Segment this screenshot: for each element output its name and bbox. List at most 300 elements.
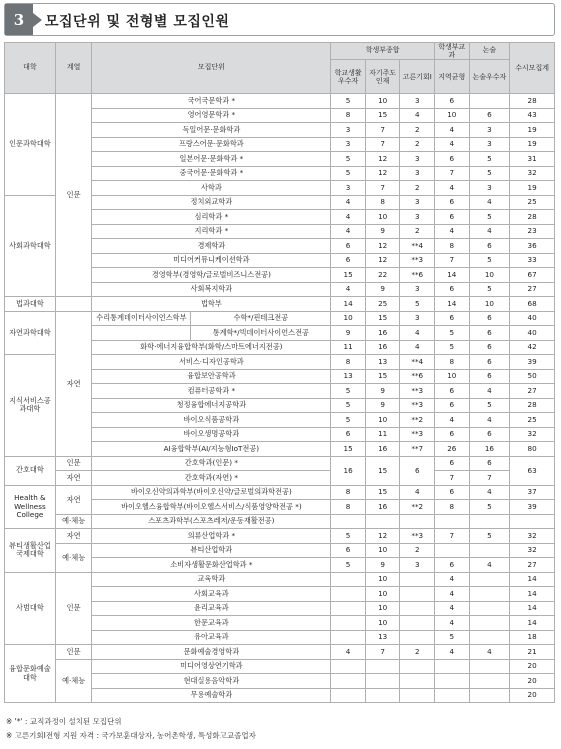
value-cell: [400, 514, 435, 529]
unit-cell: 청정융합에너지공학과: [92, 398, 331, 413]
value-cell: 4: [331, 282, 366, 297]
value-cell: [331, 587, 366, 602]
value-cell: [400, 630, 435, 645]
value-cell: 12: [365, 253, 400, 268]
value-cell: **4: [400, 355, 435, 370]
value-cell: 6: [469, 456, 510, 471]
value-cell: [435, 688, 470, 703]
value-cell: 6: [469, 427, 510, 442]
value-cell: 16: [365, 340, 400, 355]
value-cell: 5: [331, 398, 366, 413]
total-cell: 25: [510, 195, 555, 210]
value-cell: [365, 659, 400, 674]
value-cell: 10: [469, 268, 510, 283]
college-cell: 법과대학: [5, 297, 56, 312]
value-cell: 6: [331, 543, 366, 558]
unit-cell: 지리학과 *: [92, 224, 331, 239]
value-cell: 25: [365, 297, 400, 312]
value-cell: 4: [400, 108, 435, 123]
college-cell: 지식서비스공과대학: [5, 355, 56, 457]
value-cell: 6: [435, 384, 470, 399]
total-cell: 32: [510, 529, 555, 544]
unit-cell: 유아교육과: [92, 630, 331, 645]
total-cell: 14: [510, 601, 555, 616]
value-cell: 9: [365, 384, 400, 399]
value-cell: 8: [435, 500, 470, 515]
value-cell: 16: [469, 442, 510, 457]
track-cell: 예·체능: [55, 514, 92, 529]
unit-cell: 미디어영상연기학과: [92, 659, 331, 674]
value-cell: 6: [469, 108, 510, 123]
value-cell: 8: [365, 195, 400, 210]
value-cell: [400, 587, 435, 602]
value-cell: 9: [365, 224, 400, 239]
table-row: [5, 514, 555, 529]
value-cell: 6: [331, 427, 366, 442]
value-cell: 2: [400, 645, 435, 660]
col-header-track: 계열: [55, 43, 92, 94]
value-cell: 5: [469, 529, 510, 544]
track-cell: 예·체능: [55, 659, 92, 703]
table-row: [5, 659, 555, 674]
total-cell: 25: [510, 413, 555, 428]
col-header-total: 수시모집계: [510, 43, 555, 94]
value-cell: 4: [469, 485, 510, 500]
value-cell: 3: [400, 311, 435, 326]
unit-cell: 한문교육과: [92, 616, 331, 631]
value-cell: 14: [435, 268, 470, 283]
subunit-label: 수리통계데이터사이언스학부: [92, 312, 191, 326]
value-cell: 6: [435, 485, 470, 500]
value-cell: 10: [365, 572, 400, 587]
unit-cell: 화학·에너지융합학부(화학/스마트에너지전공): [92, 340, 331, 355]
unit-cell: 정치외교학과: [92, 195, 331, 210]
unit-cell: 법학부: [92, 297, 331, 312]
value-cell: 3: [469, 123, 510, 138]
col-header-regional-balance: 지역균형: [435, 60, 470, 94]
total-cell: 19: [510, 181, 555, 196]
total-cell: 20: [510, 659, 555, 674]
value-cell: 5: [331, 152, 366, 167]
value-cell: **6: [400, 369, 435, 384]
total-cell: 36: [510, 239, 555, 254]
value-cell: 4: [400, 340, 435, 355]
unit-cell: 중국어문·문화학과 *: [92, 166, 331, 181]
col-header-group-essay: 논술: [469, 43, 510, 60]
value-cell: 3: [400, 282, 435, 297]
value-cell: [365, 674, 400, 689]
total-cell: 23: [510, 224, 555, 239]
unit-label: 통계학*/빅데이터사이언스전공: [212, 327, 309, 337]
unit-cell: 소비자생활문화산업학과 *: [92, 558, 331, 573]
unit-label: 수학*/핀테크전공: [233, 313, 289, 323]
track-cell: 인문: [55, 94, 92, 297]
value-cell: 8: [435, 355, 470, 370]
value-cell: [331, 601, 366, 616]
college-cell: 융합문화예술대학: [5, 645, 56, 703]
unit-cell: 바이오식품공학과: [92, 413, 331, 428]
value-cell: **7: [400, 442, 435, 457]
unit-cell: 경영학부(경영학/글로벌비즈니스전공): [92, 268, 331, 283]
value-cell: [469, 674, 510, 689]
value-cell: **3: [400, 398, 435, 413]
value-cell: **3: [400, 253, 435, 268]
value-cell: **2: [400, 500, 435, 515]
value-cell: **3: [400, 427, 435, 442]
value-cell: 5: [469, 398, 510, 413]
college-cell: 사회과학대학: [5, 195, 56, 297]
value-cell: 3: [331, 137, 366, 152]
col-header-school-excellence: 학교생활우수자: [331, 60, 366, 94]
value-cell: [469, 688, 510, 703]
table-row: [5, 456, 555, 471]
value-cell: 9: [365, 558, 400, 573]
value-cell: 15: [365, 485, 400, 500]
value-cell: 7: [435, 253, 470, 268]
value-cell: 2: [400, 137, 435, 152]
college-cell: 뷰티생활산업국제대학: [5, 529, 56, 573]
value-cell: [331, 572, 366, 587]
total-cell: 19: [510, 137, 555, 152]
value-cell: 5: [435, 340, 470, 355]
value-cell: 4: [435, 137, 470, 152]
unit-cell: 영어영문학과 *: [92, 108, 331, 123]
value-cell: 6: [469, 311, 510, 326]
value-cell: 14: [435, 297, 470, 312]
value-cell: 3: [331, 123, 366, 138]
value-cell: 7: [365, 181, 400, 196]
value-cell: [469, 94, 510, 109]
total-cell: 14: [510, 572, 555, 587]
value-cell: 5: [469, 152, 510, 167]
value-cell: [365, 688, 400, 703]
value-cell: [435, 659, 470, 674]
value-cell: 7: [435, 529, 470, 544]
value-cell: 4: [435, 224, 470, 239]
value-cell: 14: [331, 297, 366, 312]
value-cell: 6: [469, 340, 510, 355]
value-cell: 4: [331, 645, 366, 660]
value-cell: [400, 688, 435, 703]
value-cell: 5: [469, 166, 510, 181]
total-cell: 68: [510, 297, 555, 312]
value-cell: 10: [365, 587, 400, 602]
table-row: [5, 297, 555, 312]
value-cell: 5: [400, 297, 435, 312]
value-cell: **2: [400, 413, 435, 428]
college-cell: 사범대학: [5, 572, 56, 645]
value-cell: 6: [469, 239, 510, 254]
total-cell: 18: [510, 630, 555, 645]
unit-cell: 독일어문·문화학과: [92, 123, 331, 138]
value-cell: 3: [400, 166, 435, 181]
value-cell: 13: [331, 369, 366, 384]
unit-cell: 사회복지학과: [92, 282, 331, 297]
unit-cell: 국어국문학과 *: [92, 94, 331, 109]
value-cell: 10: [365, 210, 400, 225]
value-cell: 4: [435, 123, 470, 138]
track-cell: 인문: [55, 645, 92, 660]
college-cell: Health & Wellness College: [5, 485, 56, 529]
total-cell: 37: [510, 485, 555, 500]
value-cell: 7: [365, 645, 400, 660]
table-row: [5, 94, 555, 109]
value-cell: 4: [331, 195, 366, 210]
value-cell: 7: [435, 166, 470, 181]
value-cell: [469, 601, 510, 616]
value-cell: 15: [365, 311, 400, 326]
value-cell: 6: [331, 239, 366, 254]
total-cell: 67: [510, 268, 555, 283]
value-cell: [469, 630, 510, 645]
total-cell: [510, 514, 555, 529]
value-cell: 15: [365, 456, 400, 485]
value-cell: 15: [365, 369, 400, 384]
value-cell: 6: [435, 195, 470, 210]
value-cell: 5: [331, 384, 366, 399]
value-cell: 3: [400, 210, 435, 225]
unit-cell: 문화예술경영학과: [92, 645, 331, 660]
value-cell: 5: [331, 413, 366, 428]
value-cell: [469, 587, 510, 602]
value-cell: [400, 601, 435, 616]
track-cell: 자연: [55, 485, 92, 514]
value-cell: 13: [365, 630, 400, 645]
total-cell: 39: [510, 355, 555, 370]
value-cell: [331, 659, 366, 674]
unit-cell: 융합보안공학과: [92, 369, 331, 384]
unit-cell: 현대실용음악학과: [92, 674, 331, 689]
value-cell: 10: [365, 413, 400, 428]
unit-cell: 미디어커뮤니케이션학과: [92, 253, 331, 268]
value-cell: [435, 514, 470, 529]
value-cell: 8: [331, 108, 366, 123]
track-cell: 인문: [55, 456, 92, 471]
value-cell: 7: [365, 137, 400, 152]
value-cell: **3: [400, 529, 435, 544]
value-cell: 4: [469, 195, 510, 210]
value-cell: [400, 572, 435, 587]
value-cell: 7: [365, 123, 400, 138]
unit-cell: 프랑스어문·문화학과: [92, 137, 331, 152]
value-cell: 6: [435, 398, 470, 413]
value-cell: [469, 514, 510, 529]
value-cell: 2: [400, 181, 435, 196]
value-cell: 12: [365, 152, 400, 167]
table-row: [5, 572, 555, 587]
unit-cell: 윤리교육과: [92, 601, 331, 616]
col-header-group-comprehensive: 학생부종합: [331, 43, 435, 60]
value-cell: 16: [365, 500, 400, 515]
value-cell: [400, 659, 435, 674]
value-cell: [400, 616, 435, 631]
college-cell: 자연과학대학: [5, 311, 56, 355]
value-cell: 8: [331, 500, 366, 515]
value-cell: 3: [400, 558, 435, 573]
unit-cell: 경제학과: [92, 239, 331, 254]
table-row: [5, 471, 555, 486]
total-cell: 28: [510, 94, 555, 109]
value-cell: [331, 616, 366, 631]
unit-cell: 간호학과(자연) *: [92, 471, 331, 486]
value-cell: 5: [331, 166, 366, 181]
total-cell: 32: [510, 166, 555, 181]
value-cell: 3: [469, 137, 510, 152]
value-cell: 8: [331, 485, 366, 500]
value-cell: 5: [469, 210, 510, 225]
value-cell: [469, 543, 510, 558]
value-cell: [435, 674, 470, 689]
value-cell: 16: [365, 442, 400, 457]
footnote-teaching-course: ※ '*' : 교직과정이 설치된 모집단위: [6, 717, 122, 726]
value-cell: 6: [435, 456, 470, 471]
value-cell: 5: [331, 558, 366, 573]
total-cell: 43: [510, 108, 555, 123]
unit-cell: 간호학과(인문) *: [92, 456, 331, 471]
value-cell: 6: [469, 369, 510, 384]
value-cell: 10: [435, 108, 470, 123]
value-cell: 3: [469, 181, 510, 196]
value-cell: **3: [400, 384, 435, 399]
value-cell: 9: [365, 282, 400, 297]
value-cell: 5: [435, 326, 470, 341]
value-cell: 26: [435, 442, 470, 457]
total-cell: 14: [510, 616, 555, 631]
col-header-group-subject: 학생부교과: [435, 43, 470, 60]
college-cell: 인문과학대학: [5, 94, 56, 196]
value-cell: 15: [365, 108, 400, 123]
value-cell: 4: [435, 645, 470, 660]
total-cell: 40: [510, 326, 555, 341]
college-cell: 간호대학: [5, 456, 56, 485]
value-cell: 4: [331, 210, 366, 225]
value-cell: 4: [435, 413, 470, 428]
value-cell: 15: [331, 268, 366, 283]
value-cell: [400, 674, 435, 689]
value-cell: 6: [469, 326, 510, 341]
value-cell: **6: [400, 268, 435, 283]
unit-cell: 뷰티산업학과: [92, 543, 331, 558]
value-cell: 4: [469, 413, 510, 428]
col-header-college: 대학: [5, 43, 56, 94]
track-cell: 자연: [55, 311, 92, 456]
value-cell: 16: [365, 326, 400, 341]
total-cell: 40: [510, 311, 555, 326]
value-cell: 2: [400, 224, 435, 239]
total-cell: 33: [510, 253, 555, 268]
value-cell: 10: [365, 616, 400, 631]
unit-cell: 사학과: [92, 181, 331, 196]
admission-quota-table: [4, 42, 555, 703]
unit-cell-split: [92, 311, 331, 326]
value-cell: 6: [435, 152, 470, 167]
value-cell: 3: [400, 94, 435, 109]
total-cell: 32: [510, 427, 555, 442]
track-cell: [55, 297, 92, 312]
total-cell: 32: [510, 543, 555, 558]
value-cell: [469, 659, 510, 674]
value-cell: 8: [331, 355, 366, 370]
value-cell: 5: [331, 529, 366, 544]
value-cell: 4: [469, 224, 510, 239]
value-cell: 6: [331, 253, 366, 268]
track-cell: 예·체능: [55, 543, 92, 572]
unit-cell-split: [92, 326, 331, 341]
value-cell: 4: [435, 181, 470, 196]
total-cell: 31: [510, 152, 555, 167]
unit-cell: 일본어문·문화학과 *: [92, 152, 331, 167]
table-row: [5, 543, 555, 558]
value-cell: 6: [435, 210, 470, 225]
value-cell: 6: [469, 355, 510, 370]
value-cell: 3: [400, 152, 435, 167]
value-cell: 6: [435, 558, 470, 573]
value-cell: [469, 616, 510, 631]
value-cell: 6: [435, 94, 470, 109]
value-cell: [331, 630, 366, 645]
total-cell: 20: [510, 688, 555, 703]
value-cell: 5: [469, 282, 510, 297]
unit-cell: 무용예술학과: [92, 688, 331, 703]
footnote-equal-opportunity: ※ 고른기회Ⅰ전형 지원 자격 : 국가보훈대상자, 농어촌학생, 특성화고교졸업자: [6, 731, 256, 740]
total-cell: 27: [510, 282, 555, 297]
value-cell: 9: [331, 326, 366, 341]
unit-cell: 바이오헬스융합학부(바이오헬스서비스/식품영양학전공 *): [92, 500, 331, 515]
value-cell: 4: [400, 326, 435, 341]
total-cell: 42: [510, 340, 555, 355]
track-cell: 자연: [55, 529, 92, 544]
unit-cell: 바이오생명공학과: [92, 427, 331, 442]
value-cell: 12: [365, 529, 400, 544]
total-cell: 20: [510, 674, 555, 689]
value-cell: 7: [435, 471, 470, 486]
table-row: [5, 529, 555, 544]
value-cell: 6: [435, 282, 470, 297]
value-cell: 6: [435, 311, 470, 326]
total-cell: 80: [510, 442, 555, 457]
footnotes: [6, 715, 256, 743]
value-cell: 5: [435, 630, 470, 645]
value-cell: 4: [469, 384, 510, 399]
value-cell: 10: [365, 543, 400, 558]
value-cell: [469, 572, 510, 587]
value-cell: [331, 688, 366, 703]
value-cell: 12: [365, 239, 400, 254]
table-row: [5, 311, 555, 326]
value-cell: 5: [469, 253, 510, 268]
total-cell: 63: [510, 456, 555, 485]
section-title: 모집단위 및 전형별 모집인원: [45, 14, 230, 30]
value-cell: 4: [435, 587, 470, 602]
value-cell: 10: [331, 311, 366, 326]
value-cell: **4: [400, 239, 435, 254]
value-cell: 4: [435, 601, 470, 616]
table-row: [5, 485, 555, 500]
unit-cell: 사회교육과: [92, 587, 331, 602]
total-cell: 28: [510, 210, 555, 225]
value-cell: [331, 514, 366, 529]
col-header-unit: 모집단위: [92, 43, 331, 94]
table-row: [5, 645, 555, 660]
value-cell: [331, 674, 366, 689]
value-cell: 6: [435, 427, 470, 442]
value-cell: 4: [331, 224, 366, 239]
value-cell: 22: [365, 268, 400, 283]
value-cell: 9: [365, 398, 400, 413]
col-header-essay-excellence: 논술우수자: [469, 60, 510, 94]
value-cell: 12: [365, 166, 400, 181]
value-cell: 4: [400, 485, 435, 500]
